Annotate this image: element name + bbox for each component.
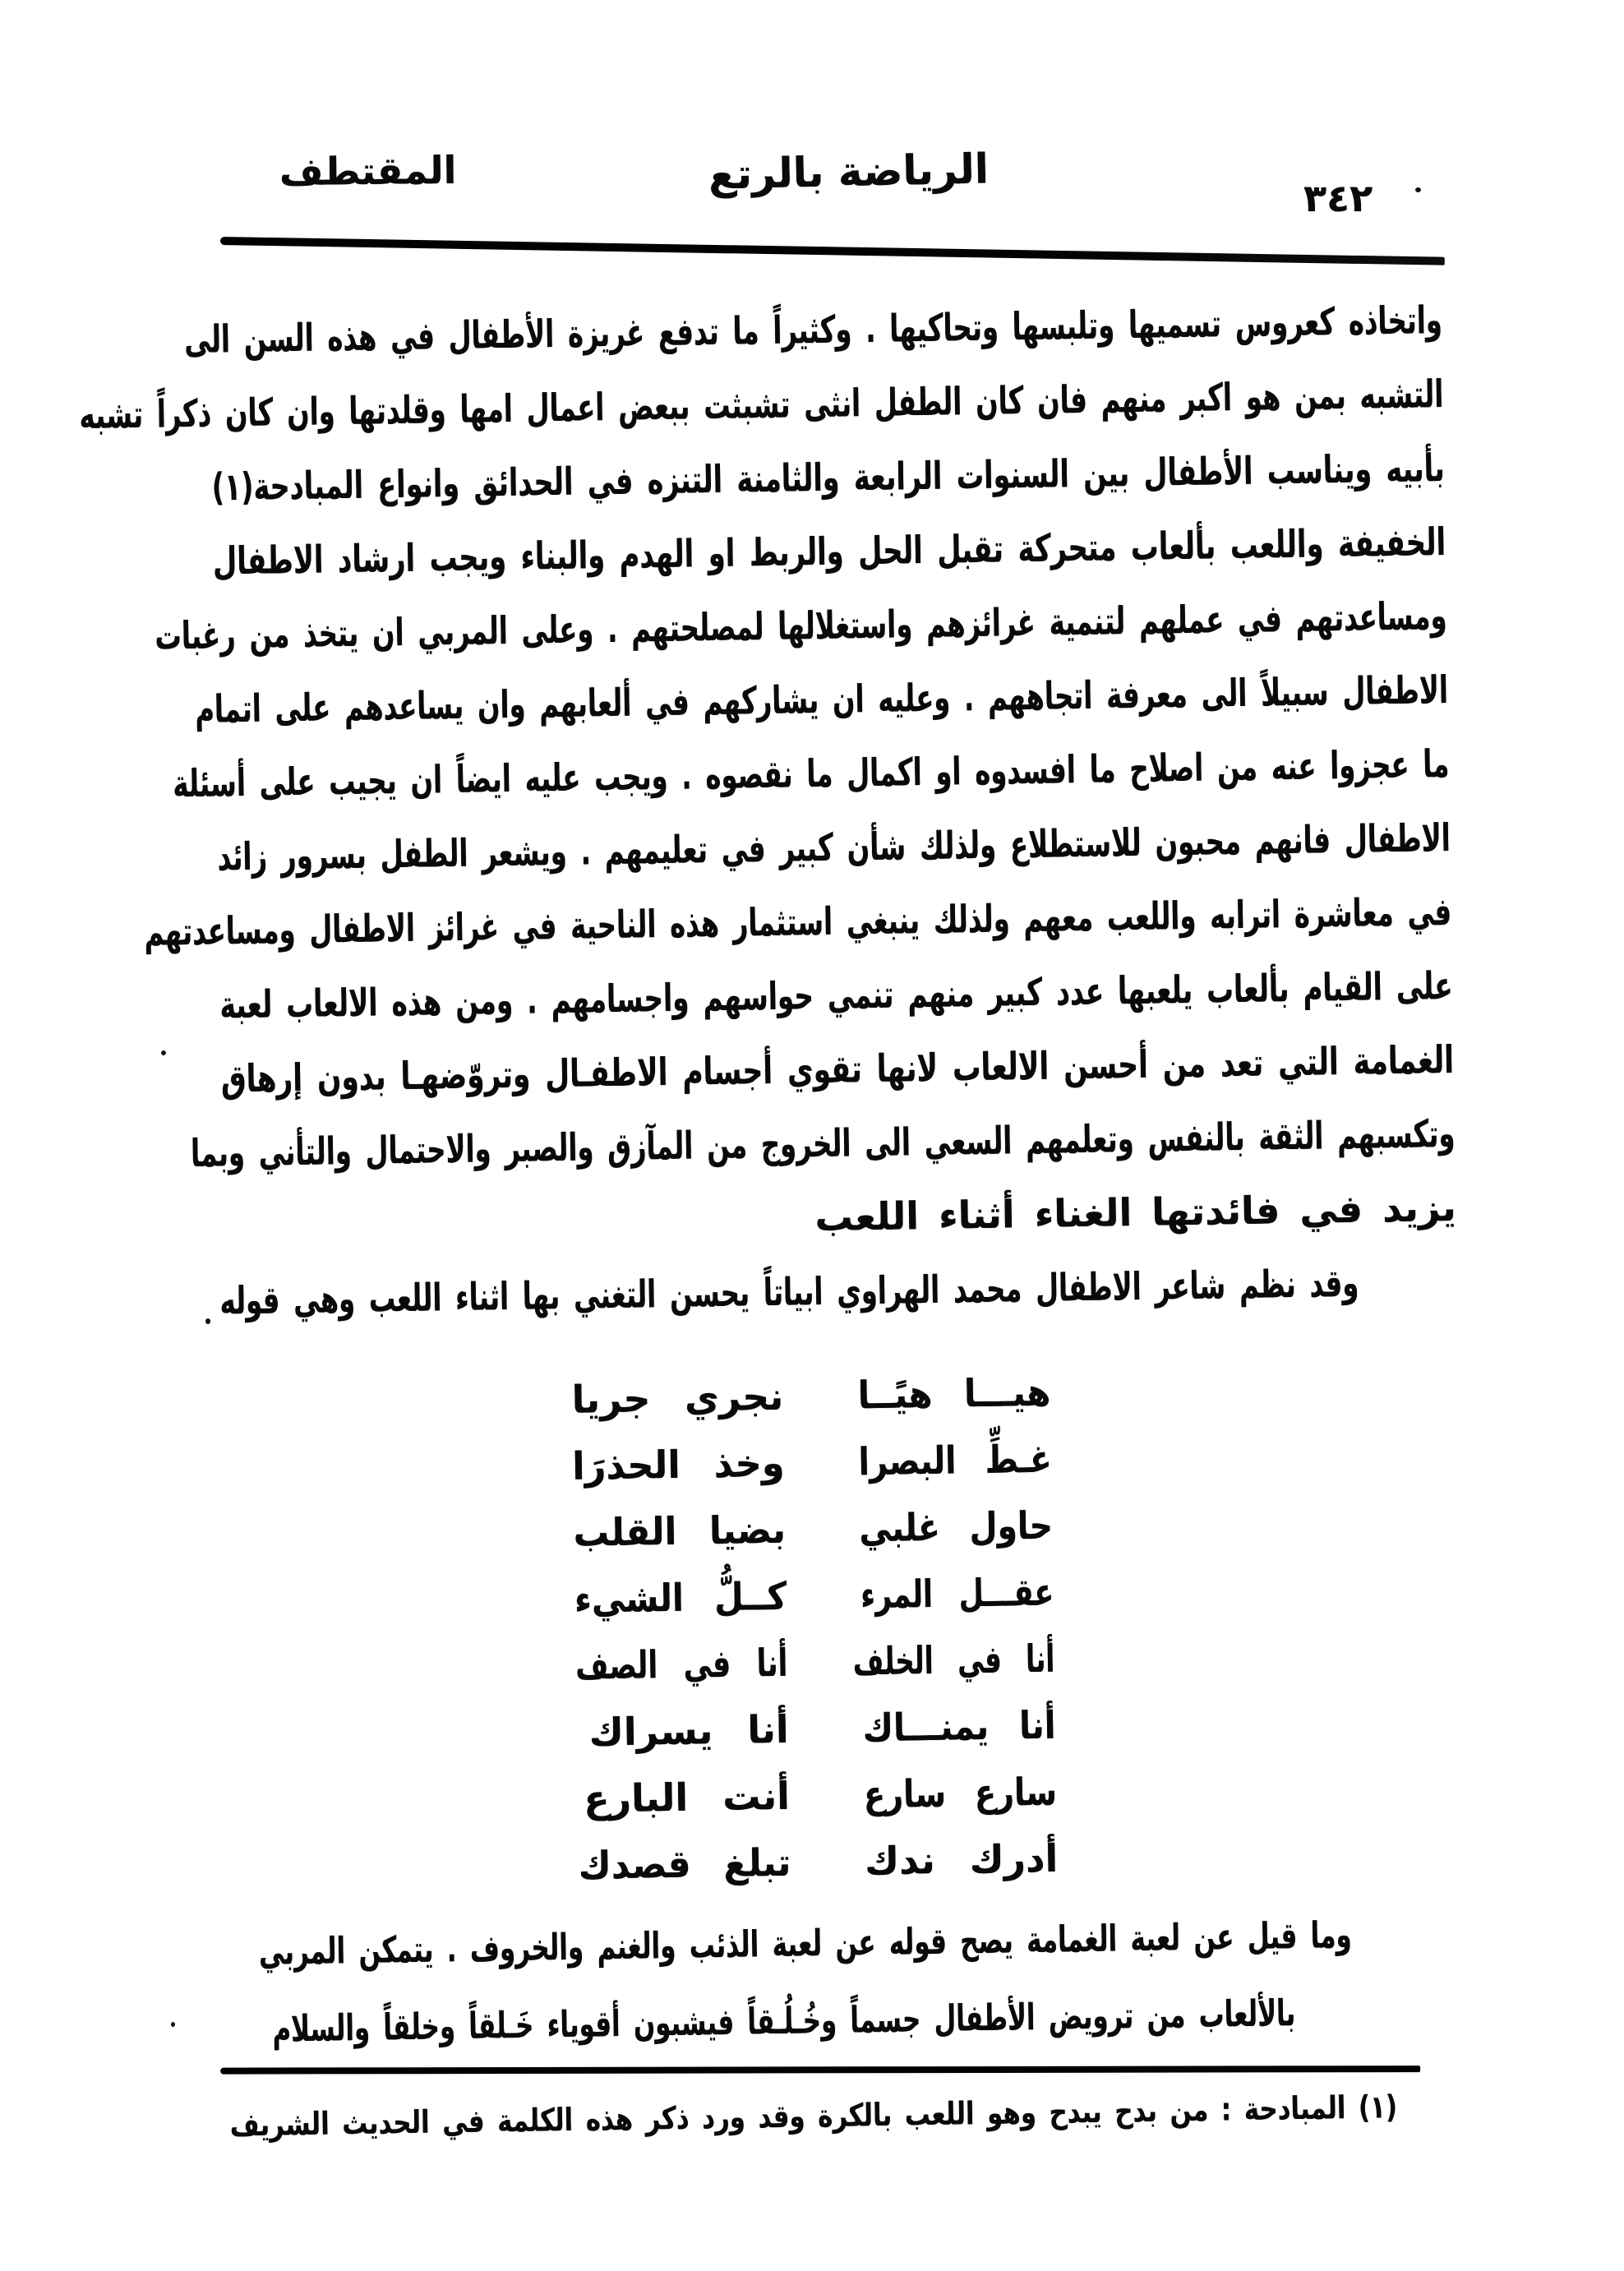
closing-paragraph [209, 1895, 1444, 2070]
verse-right-hemistich: أنا يمنـــاك [862, 1702, 1057, 1751]
verse-left-hemistich: كــلُّ الشيء [574, 1573, 787, 1622]
verse-right-hemistich: أنا في الخلف [852, 1636, 1055, 1684]
ink-speck [171, 2022, 175, 2027]
body-line: بأبيه ويناسب الأطفال بين السنوات الرابعة والثامنة التنزه في الحدائق وانواع المبادحة(١) [211, 445, 1446, 510]
footnote-rule [220, 2066, 1420, 2075]
body-line-paragraph-intro: وقد نظم شاعر الاطفال محمد الهراوي ابياتاً يحسن التغني بها اثناء اللعب وهي قوله [219, 1260, 1359, 1323]
ink-speck [205, 1318, 210, 1324]
body-line: التشبه بمن هو اكبر منهم فان كان الطفل انثى تشبثت ببعض اعمال امها وقلدتها وان كان ذكراً تشبه [79, 371, 1444, 438]
verse-right-hemistich: سارع سارع [863, 1769, 1058, 1817]
closing-line: وما قيل عن لعبة الغمامة يصح قوله عن لعبة الذئب والغنم والخروف . يتمكن المربي [258, 1913, 1353, 1973]
verse-left-hemistich: نجري جريا [571, 1373, 784, 1422]
footnote-text: (١) المبادحة : من بدح يبدح وهو اللعب بالكرة وقد ورد ذكر هذه الكلمة في الحديث الشريف [229, 2089, 1398, 2144]
verse-left-hemistich: أنت البارع [583, 1773, 791, 1821]
poem-verse-row [574, 1559, 1054, 1633]
verse-right-hemistich: غـطِّ البصرا [858, 1436, 1052, 1484]
verse-right-hemistich: هيـــا هيًــا [857, 1369, 1051, 1418]
body-line: ما عجزوا عنه من اصلاح ما افسدوه او اكمال ما نقصوه . ويجب عليه ايضاً ان يجيب على أسئلة [172, 741, 1450, 806]
body-line: واتخاذه كعروس تسميها وتلبسها وتحاكيها . وكثيراً ما تدفع غريزة الأطفال في هذه السن الى [183, 298, 1443, 362]
poem-block [571, 1359, 1059, 1899]
body-line: الاطفال سبيلاً الى معرفة اتجاههم . وعليه ان يشاركهم في ألعابهم وان يساعدهم على اتمام [194, 667, 1449, 732]
page-number: ٣٤٢ [1303, 176, 1373, 220]
verse-right-hemistich: عقـــل المرء [860, 1569, 1054, 1618]
body-line: الاطفال فانهم محبون للاستطلاع ولذلك شأن كبير في تعليمهم . ويشعر الطفل بسرور زائد [217, 815, 1451, 879]
closing-line: بالألعاب من ترويض الأطفال جسماً وخُـلُـقاً فيشبون أقوياء خَـلقاً وخلقاً والسلام [272, 1992, 1296, 2051]
poem-verse-row [572, 1426, 1052, 1500]
body-line: على القيام بألعاب يلعبها عدد كبير منهم تنمي حواسهم واجسامهم . ومن هذه الالعاب لعبة [219, 962, 1453, 1027]
verse-left-hemistich: تبلغ قصدك [578, 1839, 791, 1888]
verse-left-hemistich: أنا يسراك [588, 1706, 790, 1755]
verse-left-hemistich: وخذ الحذرَا [571, 1440, 785, 1489]
body-line-short: يزيد في فائدتها الغناء أثناء اللعب [814, 1184, 1457, 1240]
body-line: وتكسبهم الثقة بالنفس وتعلمهم السعي الى الخروج من المآزق والصبر والاحتمال والتأني وبما [190, 1110, 1456, 1176]
poem-verse-row [579, 1826, 1059, 1899]
ink-speck [161, 1050, 166, 1055]
poem-verse-row [573, 1493, 1053, 1567]
verse-left-hemistich: أنا في الصف [574, 1640, 788, 1688]
body-text-block [79, 283, 1458, 1337]
article-title: الرياضة بالرتع [708, 145, 990, 199]
body-line: في معاشرة اترابه واللعب معهم ولذلك ينبغي استثمار هذه الناحية في غرائز الاطفال ومساعدتهم [144, 889, 1452, 954]
poem-verse-row [577, 1759, 1057, 1833]
poem-verse-row [576, 1692, 1056, 1766]
poem-verse-row [575, 1626, 1055, 1700]
verse-right-hemistich: أدرك ندك [864, 1835, 1059, 1884]
journal-name: المقتطف [279, 147, 457, 195]
verse-right-hemistich: حاول غلبي [859, 1502, 1054, 1551]
body-line: الخفيفة واللعب بألعاب متحركة تقبل الحل والربط او الهدم والبناء ويجب ارشاد الاطفال [212, 519, 1446, 584]
ink-speck [1415, 187, 1421, 192]
body-line: الغمامة التي تعد من أحسن الالعاب لانها تقوي أجسام الاطفـال وتروّضهـا بدون إرهاق [220, 1036, 1455, 1101]
poem-verse-row [571, 1359, 1051, 1433]
body-line: ومساعدتهم في عملهم لتنمية غرائزهم واستغلالها لمصلحتهم . وعلى المربي ان يتخذ من رغبات [155, 593, 1447, 658]
verse-left-hemistich: بضيا القلب [573, 1507, 787, 1555]
